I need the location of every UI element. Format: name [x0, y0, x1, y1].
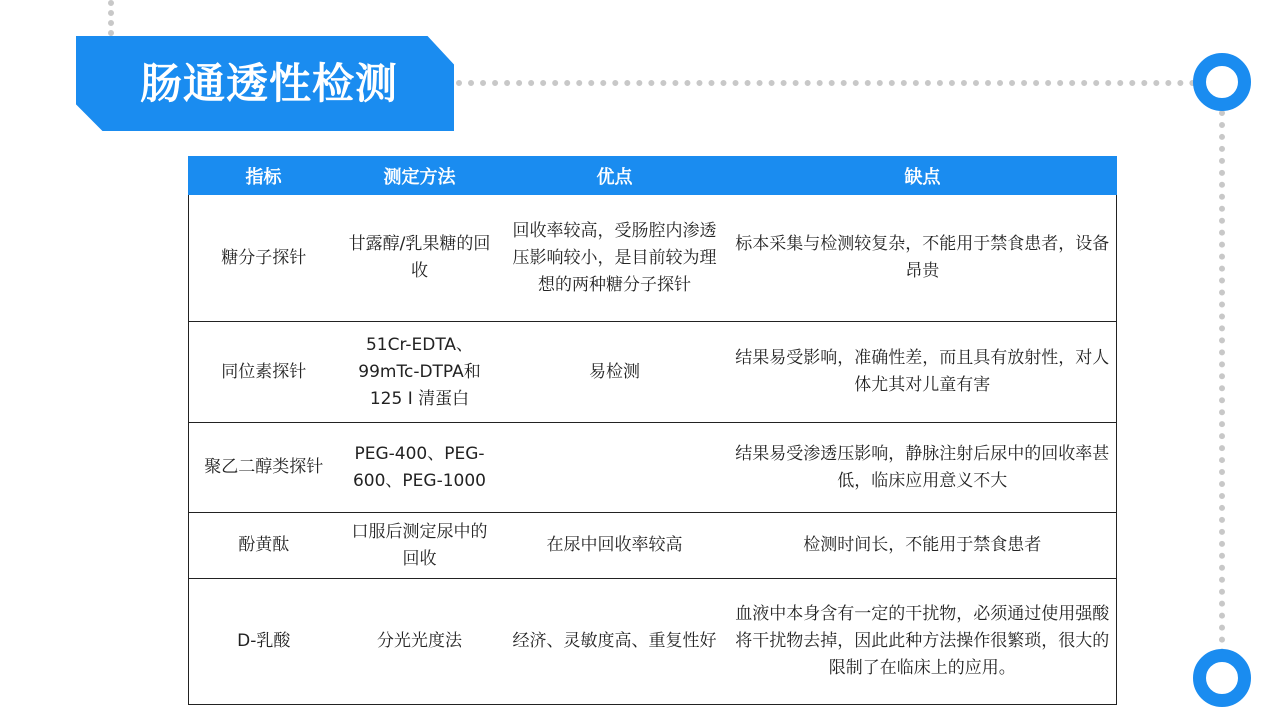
cell-advantage: 在尿中回收率较高	[501, 513, 729, 579]
ring-icon-bottom	[1193, 649, 1251, 707]
cell-advantage: 经济、灵敏度高、重复性好	[501, 579, 729, 705]
page-title: 肠通透性检测	[140, 59, 399, 108]
table-row	[189, 579, 1117, 705]
cell-indicator: 同位素探针	[189, 322, 339, 423]
cell-indicator: 酚黄酞	[189, 513, 339, 579]
cell-method: PEG-400、PEG-600、PEG-1000	[339, 423, 501, 513]
header-disadvantage: 缺点	[729, 157, 1117, 195]
cell-disadvantage: 结果易受影响，准确性差，而且具有放射性，对人体尤其对儿童有害	[729, 322, 1117, 423]
cell-method: 口服后测定尿中的回收	[339, 513, 501, 579]
dotted-line-top-left	[108, 0, 114, 36]
cell-advantage	[501, 423, 729, 513]
dotted-line-right	[1219, 110, 1225, 655]
table-row	[189, 423, 1117, 513]
cell-advantage: 易检测	[501, 322, 729, 423]
header-indicator: 指标	[189, 157, 339, 195]
cell-method: 分光光度法	[339, 579, 501, 705]
cell-disadvantage: 血液中本身含有一定的干扰物，必须通过使用强酸将干扰物去掉，因此此种方法操作很繁琐，很大的限制了在临床上的应用。	[729, 579, 1117, 705]
header-advantage: 优点	[501, 157, 729, 195]
table-header-row	[189, 157, 1117, 195]
cell-disadvantage: 标本采集与检测较复杂，不能用于禁食患者，设备昂贵	[729, 195, 1117, 322]
cell-advantage: 回收率较高，受肠腔内渗透压影响较小，是目前较为理想的两种糖分子探针	[501, 195, 729, 322]
cell-indicator: 糖分子探针	[189, 195, 339, 322]
comparison-table	[188, 156, 1117, 705]
table-row	[189, 513, 1117, 579]
header-method: 测定方法	[339, 157, 501, 195]
table-row	[189, 195, 1117, 322]
cell-indicator: D-乳酸	[189, 579, 339, 705]
cell-indicator: 聚乙二醇类探针	[189, 423, 339, 513]
cell-method: 甘露醇/乳果糖的回收	[339, 195, 501, 322]
cell-disadvantage: 结果易受渗透压影响，静脉注射后尿中的回收率甚低，临床应用意义不大	[729, 423, 1117, 513]
cell-method: 51Cr-EDTA、99mTc-DTPA和125 I 清蛋白	[339, 322, 501, 423]
dotted-line-header	[456, 80, 1196, 86]
cell-disadvantage: 检测时间长，不能用于禁食患者	[729, 513, 1117, 579]
table-row	[189, 322, 1117, 423]
ring-icon-top	[1193, 53, 1251, 111]
